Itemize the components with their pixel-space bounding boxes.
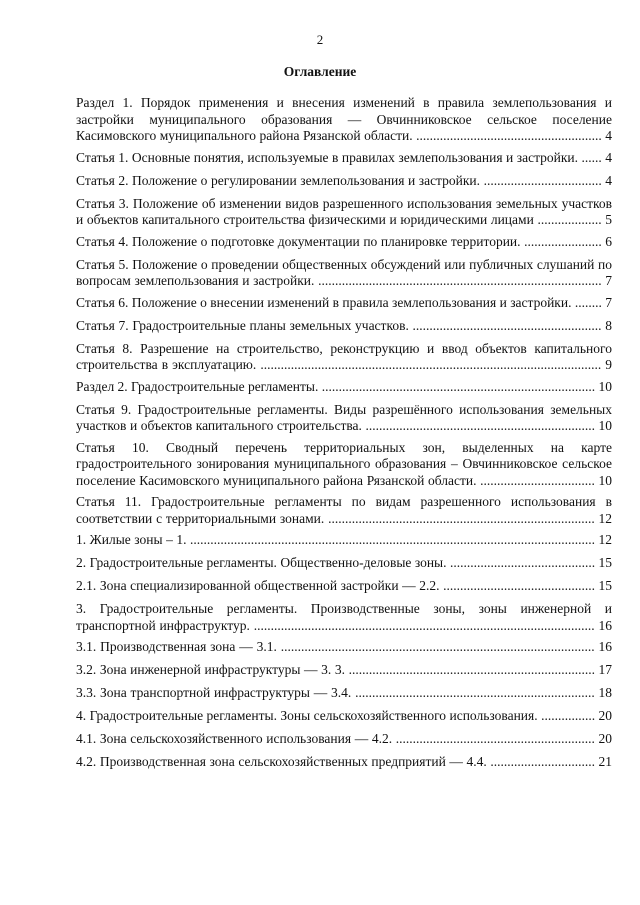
toc-entry-title: Статья 8. Разрешение на строительство, реконструкцию и ввод объектов капитального строительства в эксплуатацию. [76, 340, 612, 372]
toc-entry[interactable] [76, 662, 612, 679]
toc-dot-leader: .................................. [480, 472, 595, 488]
toc-entry[interactable] [76, 150, 612, 167]
toc-entry-title: Статья 10. Сводный перечень территориальных зон, выделенных на карте градостроительного зонирования муниципального образования – Овчинниковское сельское поселение Касимовского муниципального района Рязанской области. [76, 439, 612, 488]
toc-dot-leader: ....................................................... [416, 128, 602, 143]
toc-entry-title: Статья 1. Основные понятия, используемые в правилах землепользования и застройки. [76, 149, 579, 165]
toc-entry-title: 2. Градостроительные регламенты. Общественно-деловые зоны. [76, 555, 447, 570]
table-of-contents [76, 95, 612, 777]
toc-entry[interactable] [76, 440, 612, 490]
toc-page-number: 18 [598, 685, 612, 700]
toc-dot-leader: ........................................................... [395, 731, 595, 746]
toc-entry[interactable] [76, 234, 612, 251]
toc-entry-title: Статья 2. Положение о регулировании землепользования и застройки. [76, 172, 481, 188]
toc-page-number: 9 [605, 357, 612, 372]
toc-dot-leader: ............................................. [443, 578, 595, 593]
toc-page-number: 15 [598, 578, 612, 593]
toc-entry-title: 2.1. Зона специализированной общественной застройки — 2.2. [76, 578, 440, 593]
toc-page-number: 4 [605, 172, 612, 188]
toc-entry-title: 3.2. Зона инженерной инфраструктуры — 3. 3. [76, 662, 345, 677]
toc-entry[interactable] [76, 708, 612, 725]
toc-entry-title: 1. Жилые зоны – 1. [76, 532, 187, 547]
toc-dot-leader: ....................... [524, 233, 602, 249]
toc-page-number: 8 [605, 317, 612, 333]
toc-page-number: 20 [598, 731, 612, 746]
toc-dot-leader: ......................................................................... [348, 662, 595, 677]
toc-entry[interactable] [76, 257, 612, 290]
toc-page-number: 5 [605, 212, 612, 227]
toc-dot-leader: ........................................................ [412, 317, 602, 333]
toc-entry[interactable] [76, 494, 612, 527]
toc-page-number: 4 [605, 128, 612, 143]
toc-dot-leader: ................... [537, 212, 602, 227]
toc-dot-leader: ........................................... [449, 555, 596, 570]
toc-entry-title: Раздел 1. Порядок применения и внесения изменений в правила землепользования и застройки муниципального образования — Овчинниковское сельское поселение Касимовского муниципального района Рязанской области. [76, 95, 612, 143]
toc-dot-leader: ............................................................................... [328, 510, 595, 526]
toc-entry[interactable] [76, 685, 612, 702]
toc-page-number: 12 [598, 532, 612, 547]
toc-dot-leader: ...... [581, 149, 602, 165]
toc-entry-title: Статья 5. Положение о проведении общественных обсуждений или публичных слушаний по вопросам землепользования и застройки. [76, 256, 612, 288]
toc-entry-title: Статья 6. Положение о внесении изменений в правила землепользования и застройки. [76, 294, 572, 310]
toc-entry[interactable] [76, 532, 612, 549]
toc-entry-title: Статья 9. Градостроительные регламенты. Виды разрешённого использования земельных участков и объектов капитального строительства. [76, 401, 612, 433]
page-title: Оглавление [283, 64, 357, 79]
toc-entry[interactable] [76, 295, 612, 312]
toc-entry-title: Раздел 2. Градостроительные регламенты. [76, 378, 319, 394]
toc-dot-leader: ................................... [483, 172, 602, 188]
toc-entry[interactable] [76, 754, 612, 771]
toc-entry[interactable] [76, 196, 612, 229]
toc-dot-leader: ........................................................................................................................ [190, 532, 595, 547]
toc-dot-leader: .................................................................... [365, 418, 595, 433]
toc-entry-title: 3. Градостроительные регламенты. Производственные зоны, зоны инженерной и транспортной инфраструктур. [76, 601, 612, 633]
toc-entry-title: Статья 11. Градостроительные регламенты по видам разрешенного использования в соответствии с территориальными зонами. [76, 494, 612, 526]
toc-entry[interactable] [76, 379, 612, 396]
toc-entry[interactable] [76, 318, 612, 335]
toc-page-number: 20 [598, 708, 612, 723]
toc-page-number: 12 [598, 510, 612, 526]
toc-entry-title: 4. Градостроительные регламенты. Зоны сельскохозяйственного использования. [76, 708, 538, 723]
toc-dot-leader: ............................................................................................. [280, 639, 595, 654]
toc-entry-title: 4.2. Производственная зона сельскохозяйственных предприятий — 4.4. [76, 754, 487, 769]
page-number: 2 [316, 32, 324, 47]
toc-dot-leader: ....................................................................... [355, 685, 595, 700]
toc-dot-leader: ................................................................................. [321, 378, 596, 394]
toc-dot-leader: ..................................................................................................... [253, 617, 595, 633]
toc-entry[interactable] [76, 173, 612, 190]
toc-dot-leader: ................ [541, 708, 596, 723]
toc-entry-title: 3.1. Производственная зона — 3.1. [76, 639, 277, 654]
toc-page-number: 10 [598, 418, 612, 433]
toc-entry-title: Статья 3. Положение об изменении видов разрешенного использования земельных участков и объектов капитального строительства физическими и юридическими лицами [76, 195, 612, 227]
toc-entry[interactable] [76, 555, 612, 572]
toc-dot-leader: ........ [574, 294, 602, 310]
toc-dot-leader: ..................................................................................................... [260, 357, 602, 372]
toc-page-number: 10 [598, 378, 612, 394]
toc-page-number: 16 [598, 639, 612, 654]
toc-page-number: 7 [605, 273, 612, 288]
toc-entry[interactable] [76, 402, 612, 435]
toc-entry-title: 3.3. Зона транспортной инфраструктуры — 3.4. [76, 685, 352, 700]
toc-page-number: 16 [598, 617, 612, 633]
toc-entry[interactable] [76, 578, 612, 595]
toc-page-number: 15 [598, 555, 612, 570]
toc-entry[interactable] [76, 341, 612, 374]
toc-dot-leader: .................................................................................... [318, 273, 602, 288]
toc-entry[interactable] [76, 639, 612, 656]
toc-page-number: 17 [598, 662, 612, 677]
toc-entry[interactable] [76, 95, 612, 145]
toc-entry-title: Статья 7. Градостроительные планы земельных участков. [76, 317, 409, 333]
toc-page-number: 21 [598, 754, 612, 769]
toc-page-number: 4 [605, 149, 612, 165]
toc-entry[interactable] [76, 731, 612, 748]
toc-page-number: 7 [605, 294, 612, 310]
toc-entry-title: 4.1. Зона сельскохозяйственного использования — 4.2. [76, 731, 393, 746]
toc-entry-title: Статья 4. Положение о подготовке документации по планировке территории. [76, 233, 521, 249]
toc-page-number: 10 [598, 472, 612, 488]
toc-dot-leader: ............................... [490, 754, 595, 769]
toc-entry[interactable] [76, 601, 612, 634]
toc-page-number: 6 [605, 233, 612, 249]
